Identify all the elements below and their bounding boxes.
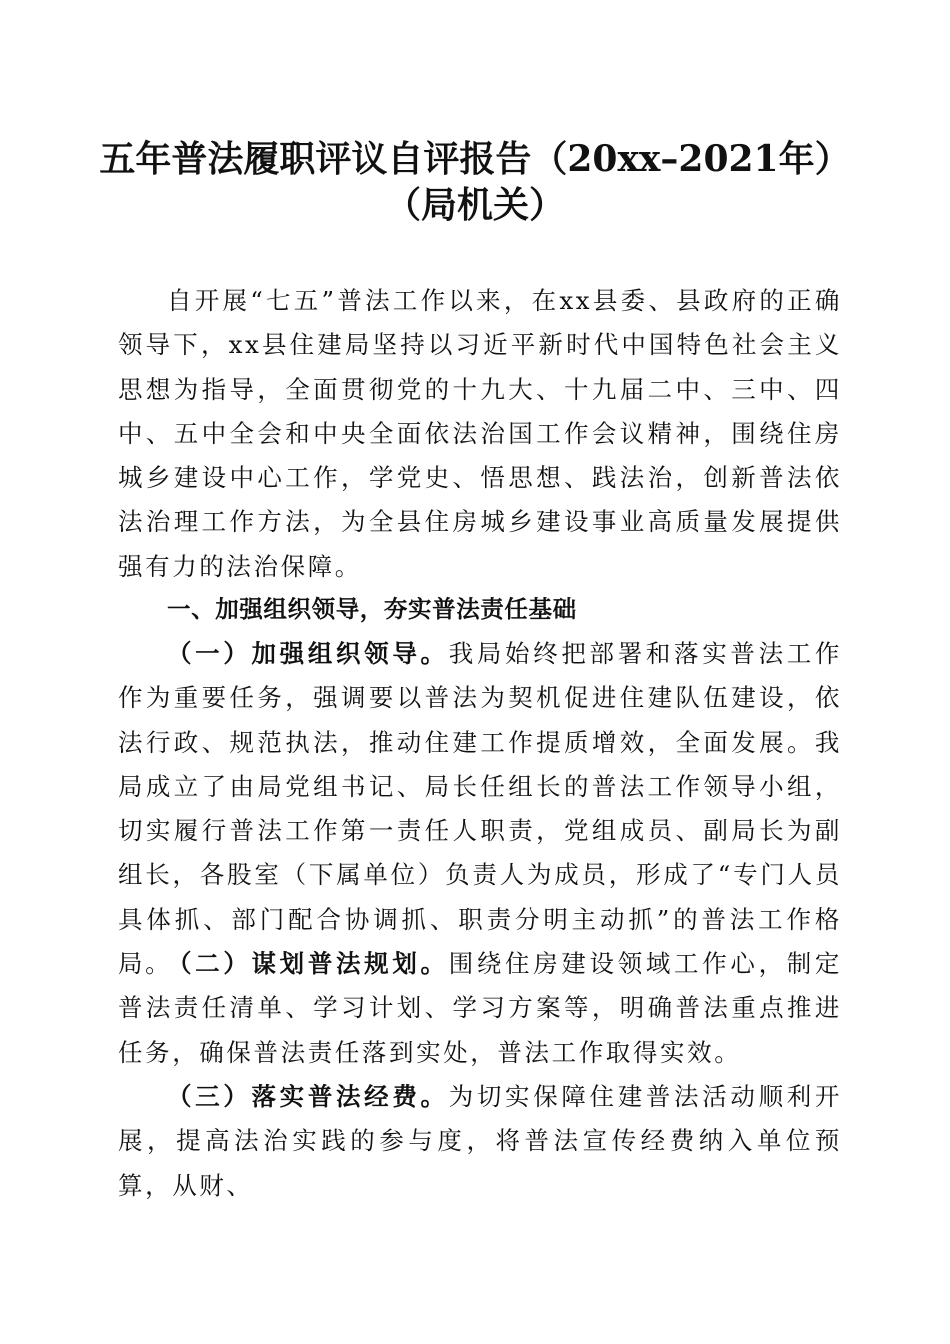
item-2-lead: （二）谋划普法规划。: [167, 949, 449, 978]
item-2-paragraph: [118, 942, 842, 1075]
item-3-paragraph: [118, 1075, 842, 1208]
item-1-body: 我局始终把部署和落实普法工作作为重要任务，强调要以普法为契机促进住建队伍建设，依法行政、规范执法，推动住建工作提质增效，全面发展。我局成立了由局党组书记、局长任组长的普法工作领导小组，切实履行普法工作第一责任人职责，党组成员、副局长为副组长，各股室（下属单位）负责人为成员，形成了“专门人员具体抓、部门配合协调抓、职责分明主动抓”的普法工作格局。: [118, 639, 843, 979]
item-3-body: 为切实保障住建普法活动顺利开展，提高法治实践的参与度，将普法宣传经费纳入单位预算，从财、: [118, 1082, 843, 1200]
document-title-line-2: （局机关）: [384, 184, 565, 226]
item-1-lead: （一）加强组织领导。: [167, 639, 449, 668]
intro-paragraph: 自开展“七五”普法工作以来，在xx县委、县政府的正确领导下，xx县住建局坚持以习近平新时代中国特色社会主义思想为指导，全面贯彻党的十九大、十九届二中、三中、四中、五中全会和中央全面依法治国工作会议精神，围绕住房城乡建设中心工作，学党史、悟思想、践法治，创新普法依法治理工作方法，为全县住房城乡建设事业高质量发展提供强有力的法治保障。: [118, 286, 842, 581]
item-3-lead: （三）落实普法经费。: [167, 1082, 449, 1111]
item-1-paragraph: [118, 632, 842, 986]
document-title-line-1: 五年普法履职评议自评报告（20xx–2021年）: [99, 138, 851, 180]
section-1-heading: 一、加强组织领导，夯实普法责任基础: [167, 595, 577, 623]
item-2-body: 围绕住房建设领域工作心，制定普法责任清单、学习计划、学习方案等，明确普法重点推进任务，确保普法责任落到实处，普法工作取得实效。: [118, 949, 843, 1067]
